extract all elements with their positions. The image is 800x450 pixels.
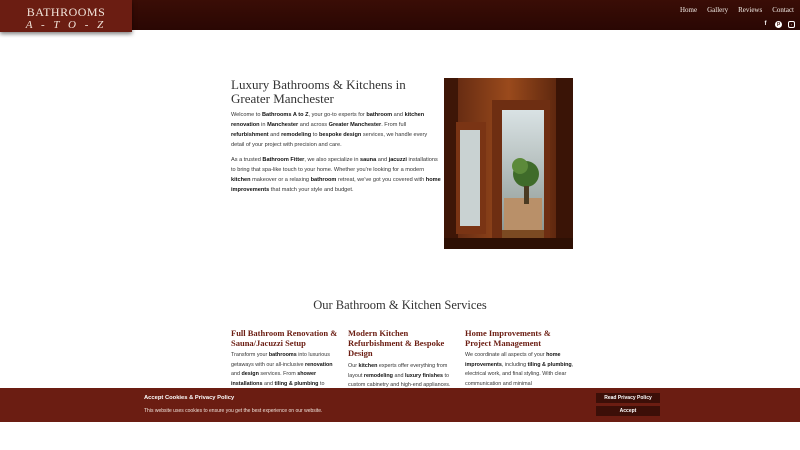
bathroom-photo bbox=[444, 78, 573, 249]
cookie-text: This website uses cookies to ensure you get the best experience on our website. bbox=[144, 408, 323, 414]
intro-paragraph-2: As a trusted Bathroom Fitter, we also specialize in sauna and jacuzzi installations to bring that spa-like touch to your home. Whether you're looking for a modern kitchen makeover or a relaxing bathroom retreat, we've got you covered with home improvements that match your style and budget. bbox=[231, 157, 441, 193]
read-privacy-policy-button[interactable]: Read Privacy Policy bbox=[596, 393, 660, 403]
cookie-banner bbox=[0, 388, 800, 422]
service-2-title: Modern Kitchen Refurbishment & Bespoke Design bbox=[348, 328, 445, 358]
service-3-title: Home Improvements & Project Management bbox=[465, 328, 551, 348]
service-2-text: Our kitchen experts offer everything from layout remodeling and luxury finishes to custom cabinetry and high-end appliances. bbox=[348, 363, 451, 388]
accept-cookies-button[interactable]: Accept bbox=[596, 406, 660, 416]
intro-paragraph-1: Welcome to Bathrooms A to Z, your go-to experts for bathroom and kitchen renovation in Manchester and across Greater Manchester. From full refurbishment and remodeling to bespoke design services, we handle every detail of your project with precision and care. bbox=[231, 112, 428, 148]
services-heading: Our Bathroom & Kitchen Services bbox=[313, 298, 487, 312]
main-nav bbox=[680, 6, 794, 14]
site-header bbox=[0, 0, 800, 30]
nav-contact-link[interactable]: Contact bbox=[772, 6, 794, 14]
social-links bbox=[762, 21, 795, 28]
nav-gallery-link[interactable]: Gallery bbox=[707, 6, 729, 14]
bathroom-photo-illustration bbox=[444, 78, 573, 249]
nav-reviews-link[interactable]: Reviews bbox=[738, 6, 763, 14]
logo-line-1: BATHROOMS bbox=[26, 5, 106, 19]
intro-heading: Luxury Bathrooms & Kitchens in Greater Manchester bbox=[231, 77, 406, 106]
cookie-title: Accept Cookies & Privacy Policy bbox=[144, 395, 235, 401]
facebook-icon[interactable]: f bbox=[764, 21, 767, 27]
pinterest-icon[interactable]: p bbox=[776, 21, 781, 27]
logo-line-2: A - T O - Z bbox=[25, 19, 107, 31]
service-1-text: Transform your bathrooms into luxurious getaways with our all-inclusive renovation and design services. From shower installations and tiling & plumbing to bbox=[231, 352, 333, 387]
instagram-icon[interactable]: ◦ bbox=[788, 21, 795, 28]
service-1-title: Full Bathroom Renovation & Sauna/Jacuzzi Setup bbox=[231, 328, 338, 348]
nav-home-link[interactable]: Home bbox=[680, 6, 698, 14]
service-3-text: We coordinate all aspects of your home improvements, including tiling & plumbing, electrical work, and final styling. With clear communication and minimal bbox=[465, 352, 574, 387]
site-logo[interactable] bbox=[0, 0, 132, 32]
